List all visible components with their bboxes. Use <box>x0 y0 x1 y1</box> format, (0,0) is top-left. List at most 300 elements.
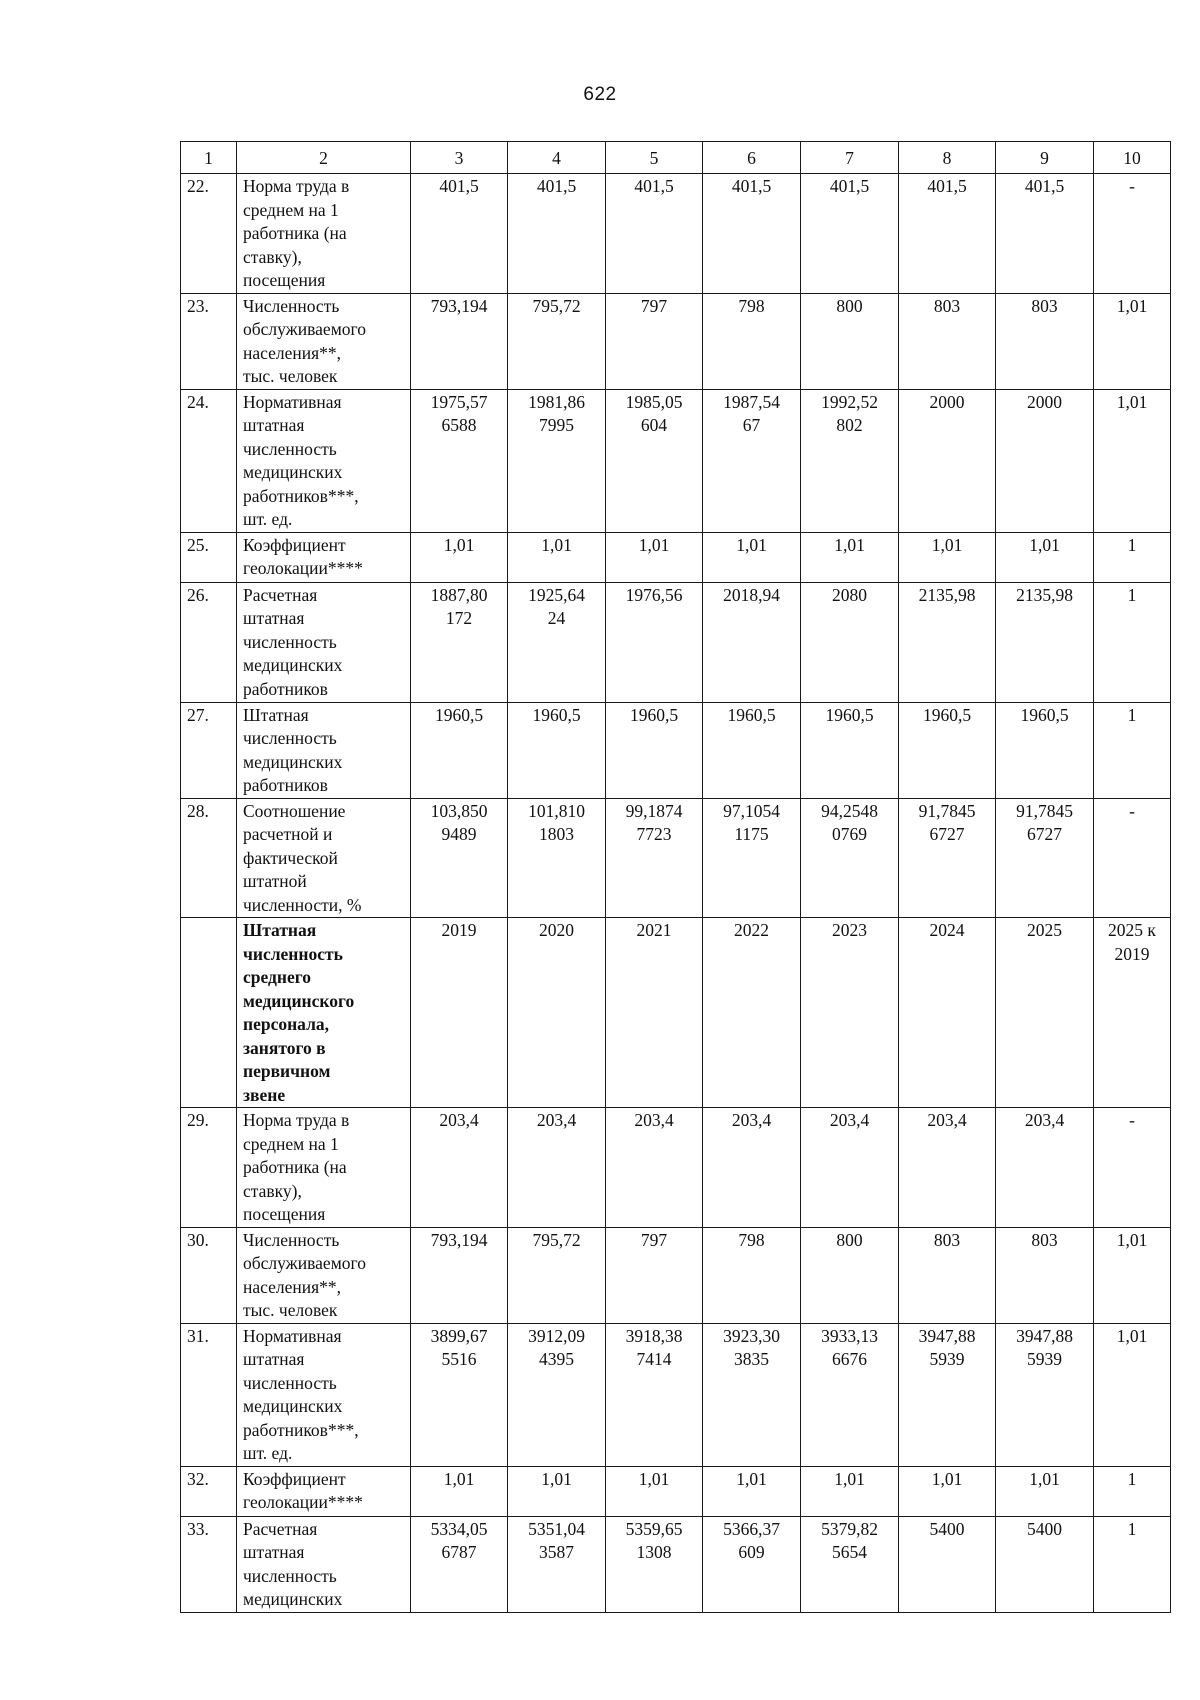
row-number-cell: 30. <box>181 1227 237 1323</box>
value-line: 798 <box>738 295 765 316</box>
value-cell <box>703 1466 801 1516</box>
value-line: 103,850 <box>430 800 488 821</box>
page-number: 622 <box>583 84 617 105</box>
value-line: 1 <box>1127 534 1137 555</box>
value-cell <box>606 582 703 702</box>
value-cell <box>1094 1516 1171 1612</box>
value-cell <box>1094 702 1171 798</box>
value-line: 2025 к <box>1108 920 1156 940</box>
indicator-name-line: фактической <box>243 847 338 868</box>
value-line: 3912,09 <box>528 1325 585 1346</box>
value-cell <box>1094 1466 1171 1516</box>
value-line: 1,01 <box>1116 1325 1148 1346</box>
table-row <box>181 1323 1171 1466</box>
value-line: 1,01 <box>834 534 865 555</box>
indicator-name-line: Расчетная <box>243 584 318 605</box>
indicator-name-line: среднем на 1 <box>243 1133 339 1154</box>
indicator-name-line: первичном <box>243 1061 331 1081</box>
value-line: 1 <box>1127 704 1137 725</box>
value-cell <box>703 1227 801 1323</box>
value-line: 2020 <box>539 920 574 940</box>
value-line: 203,4 <box>439 1110 479 1130</box>
section-header-row <box>181 918 1171 1108</box>
table-row <box>181 293 1171 389</box>
value-cell <box>801 1108 899 1228</box>
value-cell <box>801 532 899 582</box>
indicator-name-line: численность <box>243 728 337 748</box>
value-line: - <box>1129 176 1135 196</box>
indicator-name-line: звене <box>243 1084 286 1105</box>
value-cell <box>606 1466 703 1516</box>
indicator-name-cell <box>237 532 411 582</box>
value-cell <box>606 389 703 532</box>
value-cell <box>996 918 1094 1108</box>
indicator-name-line: расчетной и <box>243 824 333 844</box>
value-cell <box>996 1108 1094 1228</box>
value-cell <box>996 389 1094 532</box>
value-line: 797 <box>640 295 668 316</box>
table-row <box>181 174 1171 294</box>
value-cell <box>411 582 508 702</box>
column-number-cell: 6 <box>703 142 801 174</box>
value-line: 1960,5 <box>727 704 776 725</box>
column-number-cell: 2 <box>237 142 411 174</box>
value-line: 203,4 <box>829 1110 870 1130</box>
value-line: 1,01 <box>443 534 475 555</box>
value-cell <box>899 293 996 389</box>
value-line: 2022 <box>734 920 769 940</box>
value-line: 1,01 <box>541 1468 572 1489</box>
value-line: 2019 <box>1114 943 1150 964</box>
indicator-name-line: геолокации**** <box>243 1492 363 1512</box>
value-line: 1,01 <box>1116 295 1148 316</box>
value-cell <box>508 702 606 798</box>
value-line: 5400 <box>1027 1518 1062 1539</box>
value-cell <box>801 1323 899 1466</box>
value-cell <box>1094 1108 1171 1228</box>
indicator-name-line: численность <box>243 943 343 964</box>
column-number-row <box>181 142 1171 174</box>
row-number-cell: 32. <box>181 1466 237 1516</box>
value-line: 1,01 <box>638 1468 670 1489</box>
indicator-name-line: работников <box>243 678 328 699</box>
row-number-cell: 26. <box>181 582 237 702</box>
value-cell <box>606 1516 703 1612</box>
value-line: 1,01 <box>541 534 572 555</box>
table-row <box>181 582 1171 702</box>
value-line: 2023 <box>832 920 867 940</box>
value-line: 5516 <box>441 1349 477 1369</box>
indicator-name-line: тыс. человек <box>243 366 338 386</box>
value-line: 3918,38 <box>625 1325 683 1346</box>
column-number-cell: 3 <box>411 142 508 174</box>
indicator-name-line: ставку), <box>243 1180 302 1201</box>
indicator-name-cell <box>237 582 411 702</box>
value-line: 203,4 <box>731 1110 772 1130</box>
value-line: 1 <box>1127 584 1137 605</box>
value-line: 803 <box>933 1229 961 1250</box>
value-line: 1960,5 <box>922 704 972 725</box>
value-cell <box>899 389 996 532</box>
value-cell <box>1094 293 1171 389</box>
value-line: 795,72 <box>532 295 581 316</box>
value-cell <box>606 174 703 294</box>
value-cell <box>996 174 1094 294</box>
row-number-cell: 22. <box>181 174 237 294</box>
indicator-name-line: штатная <box>243 415 305 435</box>
value-cell <box>996 1227 1094 1323</box>
table-row <box>181 1227 1171 1323</box>
value-line: 2019 <box>441 920 477 940</box>
value-cell <box>411 918 508 1108</box>
value-line: 2025 <box>1027 920 1062 940</box>
indicator-name-line: среднего <box>243 967 312 987</box>
value-cell <box>996 798 1094 918</box>
indicator-name-line: работников***, <box>243 1419 359 1440</box>
value-line: 7723 <box>636 824 672 844</box>
value-line: 9489 <box>441 824 477 844</box>
value-line: 91,7845 <box>918 800 976 821</box>
row-number-cell: 29. <box>181 1108 237 1228</box>
value-cell <box>801 702 899 798</box>
value-line: 802 <box>836 415 863 435</box>
value-line: 797 <box>640 1229 668 1250</box>
value-cell <box>411 798 508 918</box>
value-line: 2000 <box>929 391 965 412</box>
value-line: 3933,13 <box>821 1325 878 1346</box>
value-cell <box>606 1108 703 1228</box>
value-line: 99,1874 <box>625 800 683 821</box>
indicator-name-line: населения**, <box>243 1276 342 1297</box>
indicator-name-cell <box>237 1466 411 1516</box>
value-cell <box>899 1323 996 1466</box>
table-row <box>181 702 1171 798</box>
value-line: 6727 <box>1027 824 1062 844</box>
indicator-name-cell <box>237 1108 411 1228</box>
value-cell <box>801 293 899 389</box>
value-cell <box>1094 798 1171 918</box>
data-table <box>180 141 1171 1613</box>
value-cell <box>411 174 508 294</box>
indicator-name-line: посещения <box>243 270 326 290</box>
indicator-name-line: персонала, <box>243 1014 330 1034</box>
value-line: 203,4 <box>634 1110 674 1130</box>
value-line: 1,01 <box>1116 391 1148 412</box>
indicator-name-line: Норма труда в <box>243 1110 350 1130</box>
value-cell <box>703 1516 801 1612</box>
value-line: 5334,05 <box>430 1518 488 1539</box>
indicator-name-line: Соотношение <box>243 800 346 821</box>
value-cell <box>1094 389 1171 532</box>
value-cell <box>703 532 801 582</box>
indicator-name-cell <box>237 1227 411 1323</box>
value-cell <box>703 174 801 294</box>
value-cell <box>703 389 801 532</box>
value-line: 401,5 <box>731 176 772 196</box>
value-line: 803 <box>933 295 961 316</box>
indicator-name-line: работников <box>243 775 328 795</box>
value-line: 1,01 <box>1029 534 1060 555</box>
value-line: 24 <box>547 608 566 628</box>
indicator-name-line: Штатная <box>243 704 309 725</box>
value-cell <box>703 1108 801 1228</box>
value-line: 5400 <box>929 1518 965 1539</box>
value-cell <box>508 798 606 918</box>
indicator-name-line: медицинского <box>243 990 355 1011</box>
value-line: 94,2548 <box>821 800 878 821</box>
value-cell <box>508 532 606 582</box>
indicator-name-line: штатной <box>243 871 307 891</box>
indicator-name-line: Численность <box>243 1229 340 1250</box>
value-cell <box>508 918 606 1108</box>
value-line: 203,4 <box>536 1110 577 1130</box>
value-line: 1887,80 <box>430 584 488 605</box>
value-cell <box>1094 1227 1171 1323</box>
value-line: 3947,88 <box>918 1325 976 1346</box>
value-line: 1960,5 <box>1020 704 1069 725</box>
value-line: 604 <box>640 415 668 435</box>
value-line: 2021 <box>636 920 672 940</box>
value-line: 2080 <box>832 584 867 605</box>
value-line: 793,194 <box>430 295 488 316</box>
value-line: - <box>1129 1110 1135 1130</box>
indicator-name-cell <box>237 293 411 389</box>
value-line: 5366,37 <box>723 1518 780 1539</box>
indicator-name-line: медицинских <box>243 462 343 482</box>
value-line: 101,810 <box>528 800 585 821</box>
indicator-name-cell <box>237 1516 411 1612</box>
indicator-name-line: численность <box>243 631 337 652</box>
row-number-cell <box>181 918 237 1108</box>
value-line: 1,01 <box>931 534 963 555</box>
indicator-name-line: медицинских <box>243 1589 343 1609</box>
table-row <box>181 1516 1171 1612</box>
value-line: 1,01 <box>1029 1468 1060 1489</box>
value-line: 5359,65 <box>625 1518 683 1539</box>
indicator-name-line: Расчетная <box>243 1518 318 1539</box>
value-cell <box>703 293 801 389</box>
value-line: 5654 <box>832 1542 867 1562</box>
value-line: 3923,30 <box>723 1325 780 1346</box>
value-line: 1 <box>1127 1518 1137 1539</box>
indicator-name-line: работника (на <box>243 223 347 243</box>
value-cell <box>899 174 996 294</box>
value-cell <box>801 918 899 1108</box>
value-cell <box>1094 174 1171 294</box>
value-cell <box>703 918 801 1108</box>
indicator-name-line: занятого в <box>243 1037 326 1058</box>
value-cell <box>899 532 996 582</box>
value-line: 793,194 <box>430 1229 488 1250</box>
row-number-cell: 23. <box>181 293 237 389</box>
value-cell <box>606 918 703 1108</box>
value-cell <box>411 1108 508 1228</box>
value-line: 2135,98 <box>918 584 976 605</box>
value-cell <box>703 798 801 918</box>
value-cell <box>508 1516 606 1612</box>
indicator-name-line: штатная <box>243 1349 305 1369</box>
indicator-name-cell <box>237 702 411 798</box>
value-line: 5939 <box>1027 1349 1062 1369</box>
indicator-name-line: медицинских <box>243 751 343 772</box>
indicator-name-cell <box>237 174 411 294</box>
value-line: 401,5 <box>536 176 577 196</box>
table-body <box>181 142 1171 1613</box>
value-cell <box>508 389 606 532</box>
value-cell <box>801 174 899 294</box>
indicator-name-line: штатная <box>243 1542 305 1562</box>
indicator-name-line: численность <box>243 1565 337 1586</box>
value-line: 6727 <box>929 824 965 844</box>
value-line: 2018,94 <box>723 584 780 605</box>
value-cell <box>508 582 606 702</box>
value-line: 1175 <box>734 824 769 844</box>
indicator-name-line: обслуживаемого <box>243 319 367 339</box>
value-cell <box>996 1323 1094 1466</box>
value-line: 803 <box>1031 1229 1058 1250</box>
value-cell <box>801 582 899 702</box>
indicator-name-cell <box>237 1323 411 1466</box>
value-line: 203,4 <box>927 1110 967 1130</box>
value-line: 1,01 <box>1116 1229 1148 1250</box>
table-row <box>181 798 1171 918</box>
value-cell <box>508 1466 606 1516</box>
value-line: 1,01 <box>638 534 670 555</box>
row-number-cell: 24. <box>181 389 237 532</box>
value-cell <box>411 702 508 798</box>
section-title-cell <box>237 918 411 1108</box>
value-cell <box>411 1323 508 1466</box>
value-cell <box>606 1227 703 1323</box>
value-cell <box>801 389 899 532</box>
value-line: 91,7845 <box>1016 800 1073 821</box>
value-cell <box>996 582 1094 702</box>
indicator-name-line: геолокации**** <box>243 558 363 578</box>
value-cell <box>606 798 703 918</box>
indicator-name-line: работника (на <box>243 1157 347 1177</box>
value-line: 800 <box>836 295 863 316</box>
value-line: 6676 <box>832 1349 867 1369</box>
table-row <box>181 1466 1171 1516</box>
value-line: 1,01 <box>736 1468 767 1489</box>
value-line: 1992,52 <box>821 391 878 412</box>
value-line: 401,5 <box>439 176 479 196</box>
value-line: 0769 <box>832 824 867 844</box>
value-cell <box>996 702 1094 798</box>
value-line: 803 <box>1031 295 1058 316</box>
value-cell <box>1094 582 1171 702</box>
indicator-name-line: среднем на 1 <box>243 199 339 220</box>
indicator-name-line: обслуживаемого <box>243 1253 367 1273</box>
table-row <box>181 532 1171 582</box>
value-cell <box>899 798 996 918</box>
value-line: 1,01 <box>736 534 767 555</box>
value-line: 3587 <box>539 1542 574 1562</box>
value-cell <box>899 1516 996 1612</box>
value-cell <box>899 1227 996 1323</box>
value-line: 3947,88 <box>1016 1325 1073 1346</box>
value-cell <box>801 1227 899 1323</box>
column-number-cell: 8 <box>899 142 996 174</box>
indicator-name-line: Численность <box>243 295 340 316</box>
value-cell <box>508 174 606 294</box>
indicator-name-line: населения**, <box>243 342 342 363</box>
indicator-name-line: работников***, <box>243 485 359 506</box>
indicator-name-line: численность <box>243 1372 337 1393</box>
indicator-name-line: численность <box>243 438 337 459</box>
value-cell <box>1094 1323 1171 1466</box>
value-cell <box>899 582 996 702</box>
row-number-cell: 33. <box>181 1516 237 1612</box>
value-line: 1987,54 <box>723 391 780 412</box>
value-line: 800 <box>836 1229 863 1250</box>
value-line: 5351,04 <box>528 1518 585 1539</box>
value-cell <box>801 1516 899 1612</box>
value-line: 1981,86 <box>528 391 585 412</box>
value-cell <box>606 532 703 582</box>
value-line: 1 <box>1127 1468 1137 1489</box>
indicator-name-line: штатная <box>243 608 305 628</box>
value-line: 1960,5 <box>532 704 581 725</box>
value-cell <box>801 798 899 918</box>
row-number-cell: 31. <box>181 1323 237 1466</box>
value-line: 1308 <box>636 1542 672 1562</box>
value-cell <box>606 702 703 798</box>
value-cell <box>411 293 508 389</box>
indicator-name-line: посещения <box>243 1204 326 1224</box>
value-line: 1960,5 <box>629 704 679 725</box>
value-line: 6787 <box>441 1542 477 1562</box>
value-cell <box>411 1227 508 1323</box>
value-cell <box>899 1466 996 1516</box>
value-line: 798 <box>738 1229 765 1250</box>
value-line: - <box>1129 800 1135 821</box>
value-line: 3835 <box>734 1349 769 1369</box>
value-cell <box>703 1323 801 1466</box>
value-line: 2000 <box>1027 391 1062 412</box>
value-line: 1960,5 <box>434 704 484 725</box>
value-line: 401,5 <box>634 176 674 196</box>
indicator-name-line: ставку), <box>243 246 302 267</box>
value-line: 7995 <box>539 415 574 435</box>
value-cell <box>996 293 1094 389</box>
indicator-name-line: шт. ед. <box>243 1443 293 1463</box>
column-number-cell: 4 <box>508 142 606 174</box>
value-cell <box>606 293 703 389</box>
column-number-cell: 10 <box>1094 142 1171 174</box>
value-line: 401,5 <box>829 176 870 196</box>
indicator-name-line: тыс. человек <box>243 1300 338 1320</box>
indicator-name-line: Коэффициент <box>243 534 346 555</box>
value-line: 1960,5 <box>825 704 874 725</box>
indicator-name-line: численности, % <box>243 894 362 915</box>
value-line: 401,5 <box>1024 176 1065 196</box>
value-cell <box>996 1466 1094 1516</box>
value-line: 1,01 <box>443 1468 475 1489</box>
indicator-name-line: Норма труда в <box>243 176 350 196</box>
value-cell <box>508 1227 606 1323</box>
column-number-cell: 5 <box>606 142 703 174</box>
value-line: 203,4 <box>1024 1110 1065 1130</box>
value-line: 5939 <box>929 1349 965 1369</box>
value-cell <box>508 293 606 389</box>
value-cell <box>899 918 996 1108</box>
value-cell <box>996 532 1094 582</box>
value-cell <box>508 1108 606 1228</box>
value-line: 1925,64 <box>528 584 585 605</box>
row-number-cell: 28. <box>181 798 237 918</box>
value-cell <box>411 532 508 582</box>
